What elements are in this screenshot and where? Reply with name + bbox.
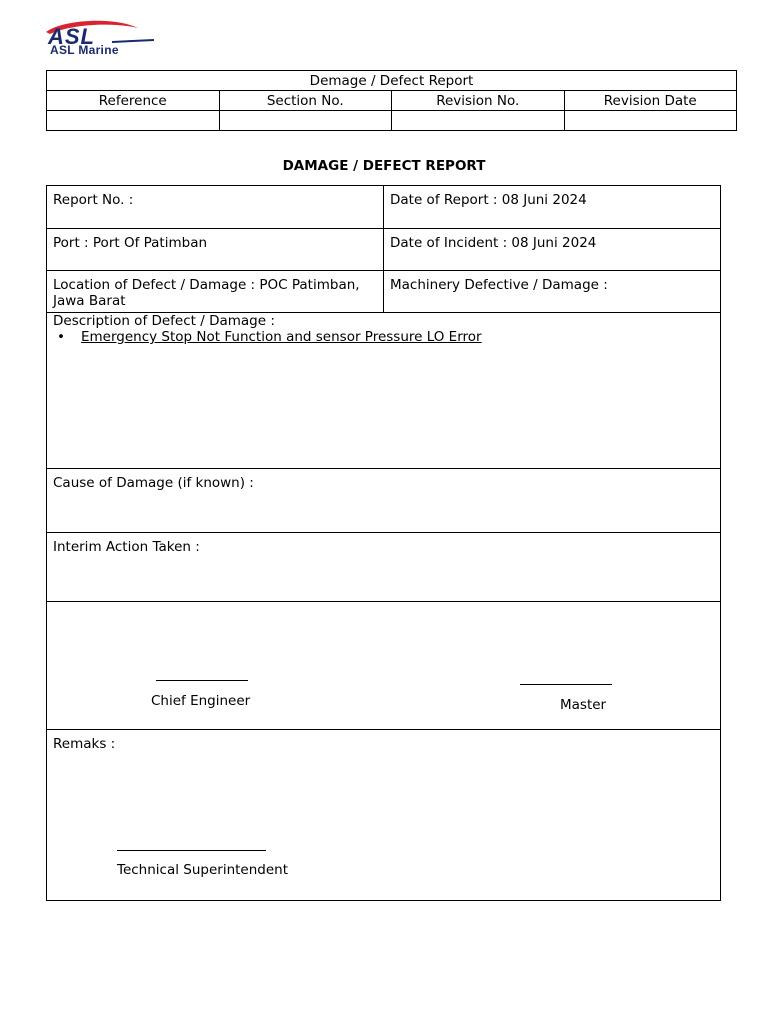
port-field: Port : Port Of Patimban [47, 229, 384, 270]
row-port-incident [47, 229, 720, 271]
chief-engineer-label: Chief Engineer [151, 693, 251, 709]
value-section-no [219, 111, 392, 131]
location-field: Location of Defect / Damage : POC Patimban, Jawa Barat [47, 271, 384, 312]
interim-action-label: Interim Action Taken : [53, 539, 200, 555]
value-revision-no [392, 111, 565, 131]
machinery-field: Machinery Defective / Damage : [390, 277, 608, 293]
date-of-incident-field: Date of Incident : 08 Juni 2024 [390, 235, 597, 251]
master-label: Master [560, 697, 607, 713]
date-of-report-field: Date of Report : 08 Juni 2024 [390, 192, 587, 208]
document-control-table [46, 70, 737, 131]
row-remarks [47, 730, 720, 900]
column-reference: Reference [47, 91, 220, 111]
column-revision-no: Revision No. [392, 91, 565, 111]
report-heading: DAMAGE / DEFECT REPORT [282, 158, 486, 174]
row-report-date [47, 186, 720, 229]
remarks-label: Remaks : [53, 736, 116, 752]
description-cell [47, 313, 720, 468]
description-item-text: Emergency Stop Not Function and sensor Pressure LO Error [81, 329, 482, 345]
logo-mark: ASL [48, 24, 95, 49]
row-description [47, 313, 720, 469]
cause-label: Cause of Damage (if known) : [53, 475, 254, 491]
list-item [57, 329, 714, 345]
report-no-field: Report No. : [47, 186, 384, 228]
logo-name: ASL Marine [50, 43, 119, 57]
superintendent-signature-line [117, 850, 266, 851]
column-section-no: Section No. [219, 91, 392, 111]
bullet-icon: • [57, 329, 65, 345]
row-cause [47, 469, 720, 533]
row-interim-action [47, 533, 720, 602]
column-revision-date: Revision Date [564, 91, 737, 111]
description-label: Description of Defect / Damage : [53, 313, 275, 329]
defect-report-form [46, 185, 721, 901]
value-reference [47, 111, 220, 131]
technical-superintendent-label: Technical Superintendent [117, 862, 289, 878]
row-signatures [47, 602, 720, 730]
description-list [53, 329, 714, 345]
value-revision-date [564, 111, 737, 131]
master-signature-line [520, 684, 612, 685]
document-title: Demage / Defect Report [47, 71, 737, 91]
chief-engineer-signature-line [156, 680, 248, 681]
row-location-machinery [47, 271, 720, 313]
